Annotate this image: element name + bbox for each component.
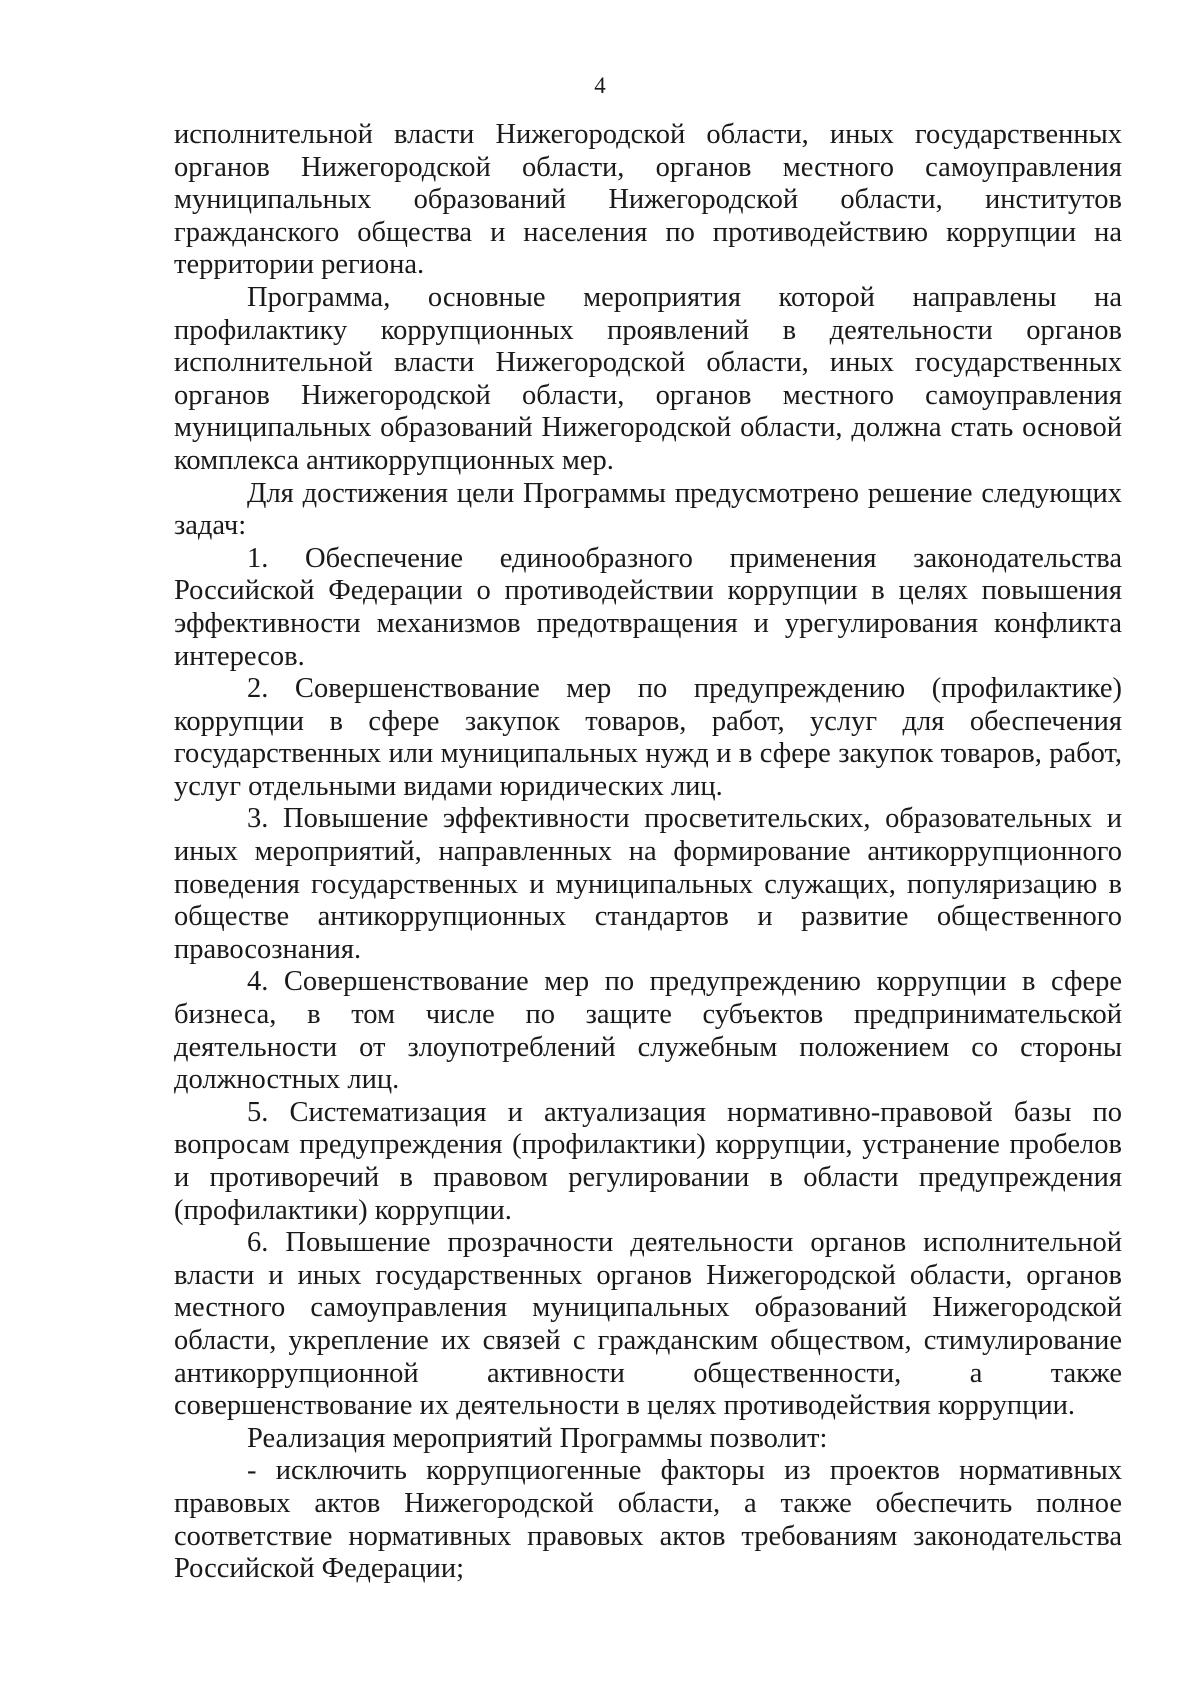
task-item-3: 3. Повышение эффективности просветительских, образовательных и иных мероприятий, направленных на формирование антикоррупционного поведения государственных и муниципальных служащих, популяризацию в обществе антикоррупционных стандартов и развитие общественного правосознания. [174,803,1122,965]
task-item-6: 6. Повышение прозрачности деятельности органов исполнительной власти и иных государственных органов Нижегородской области, органов местного самоуправления муниципальных образований Нижегородской области, укрепление их связей с гражданским обществом, стимулирование антикоррупционной активности общественности, а также совершенствование их деятельности в целях противодействия коррупции. [174,1227,1122,1422]
task-item-2: 2. Совершенствование мер по предупреждению (профилактике) коррупции в сфере закупок товаров, работ, услуг для обеспечения государственных или муниципальных нужд и в сфере закупок товаров, работ, услуг отдельными видами юридических лиц. [174,673,1122,802]
paragraph-continuation: исполнительной власти Нижегородской области, иных государственных органов Нижегородской области, органов местного самоуправления муниципальных образований Нижегородской области, институтов гражданского общества и населения по противодействию коррупции на территории региона. [174,119,1122,281]
document-body [174,119,1122,1586]
task-item-4: 4. Совершенствование мер по предупреждению коррупции в сфере бизнеса, в том числе по защите субъектов предпринимательской деятельности от злоупотреблений служебным положением со стороны должностных лиц. [174,966,1122,1096]
paragraph-program-description: Программа, основные мероприятия которой направлены на профилактику коррупционных проявлений в деятельности органов исполнительной власти Нижегородской области, иных государственных органов Нижегородской области, органов местного самоуправления муниципальных образований Нижегородской области, должна стать основой комплекса антикоррупционных мер. [174,281,1122,476]
task-item-5: 5. Систематизация и актуализация нормативно-правовой базы по вопросам предупреждения (профилактики) коррупции, устранение пробелов и противоречий в правовом регулировании в области предупреждения (профилактики) коррупции. [174,1096,1122,1226]
page-number: 4 [594,73,606,98]
paragraph-implementation-intro: Реализация мероприятий Программы позволит: [247,1422,828,1454]
implementation-item-1: - исключить коррупциогенные факторы из проектов нормативных правовых актов Нижегородской области, а также обеспечить полное соответствие нормативных правовых актов требованиям законодательства Российской Федерации; [174,1455,1122,1585]
task-item-1: 1. Обеспечение единообразного применения законодательства Российской Федерации о противодействии коррупции в целях повышения эффективности механизмов предотвращения и урегулирования конфликта интересов. [174,542,1122,672]
paragraph-tasks-intro: Для достижения цели Программы предусмотрено решение следующих задач: [174,477,1122,542]
